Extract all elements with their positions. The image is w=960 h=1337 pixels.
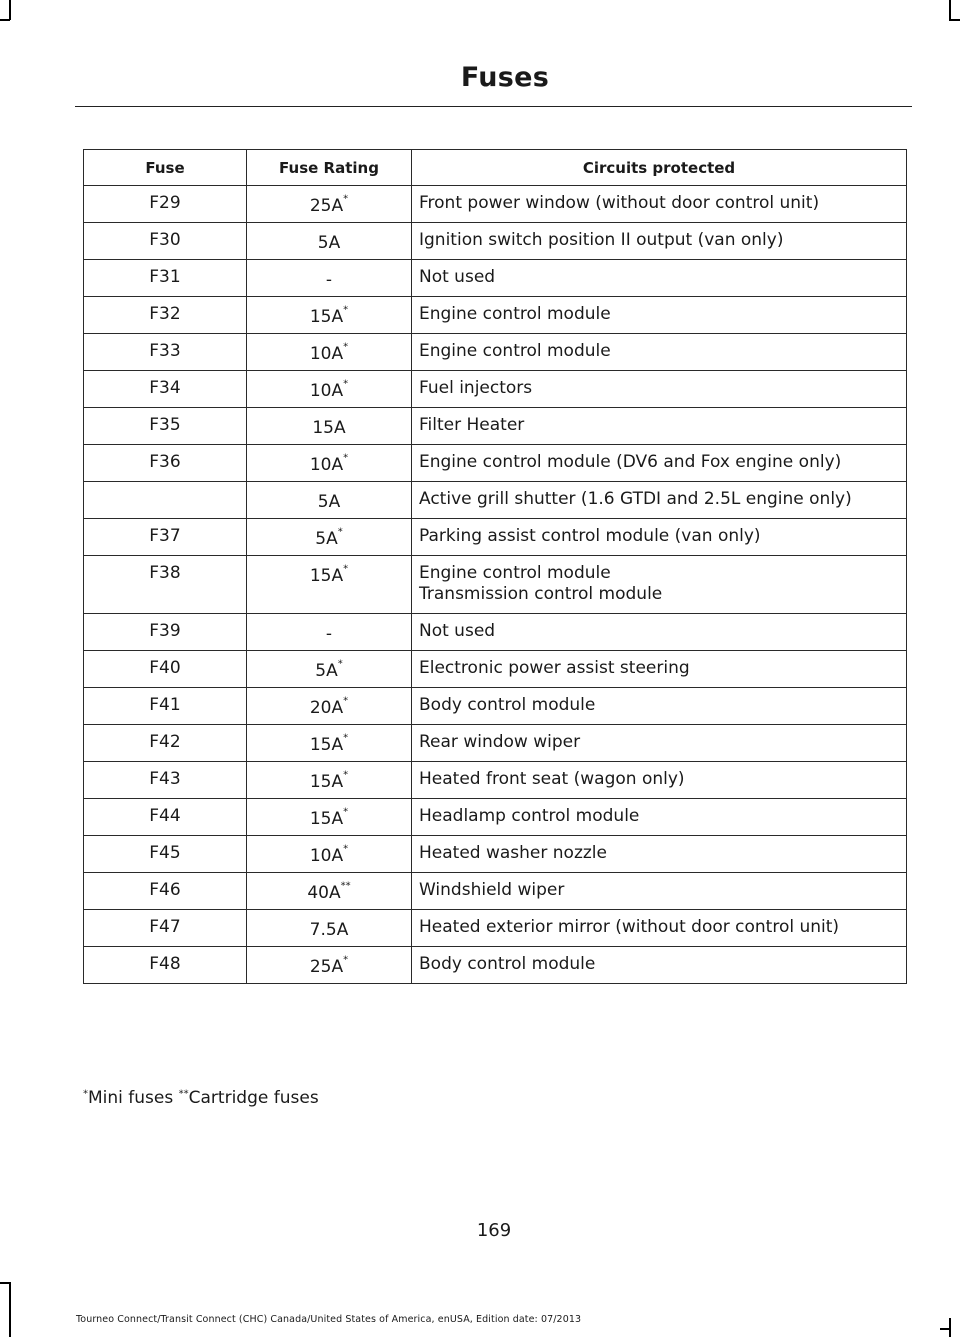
- fuse-rating-value: 15A: [309, 809, 344, 829]
- circuits-protected-cell: [412, 651, 907, 688]
- circuit-description: Active grill shutter (1.6 GTDI and 2.5L engine only): [419, 489, 852, 509]
- fuse-type-mark: *: [343, 378, 349, 390]
- circuit-description: Windshield wiper: [419, 880, 565, 900]
- fuse-rating-cell: [247, 297, 412, 334]
- fuse-rating-cell: [247, 408, 412, 445]
- fuse-id-cell: F34: [84, 371, 247, 408]
- fuse-id-cell: F39: [84, 614, 247, 651]
- fuse-rating-cell: [247, 688, 412, 725]
- fuse-rating-value: 5A: [315, 661, 338, 681]
- fuse-rating-value: 5A: [317, 233, 341, 253]
- table-row: [84, 614, 907, 651]
- circuits-protected-cell: [412, 223, 907, 260]
- fuse-rating-cell: [247, 223, 412, 260]
- page-title: Fuses: [460, 62, 550, 93]
- circuits-protected-cell: [412, 836, 907, 873]
- fuse-rating-value: 7.5A: [309, 920, 349, 940]
- circuits-protected-cell: [412, 910, 907, 947]
- fuse-rating-cell: [247, 186, 412, 223]
- circuits-protected-cell: [412, 947, 907, 984]
- circuit-description: Body control module: [419, 954, 596, 974]
- table-row: [84, 408, 907, 445]
- table-row: [84, 725, 907, 762]
- fuse-rating-cell: [247, 725, 412, 762]
- circuits-protected-cell: [412, 334, 907, 371]
- fuse-table-body: [84, 186, 907, 984]
- fuse-type-mark: *: [337, 526, 343, 538]
- fuse-id-cell: F37: [84, 519, 247, 556]
- circuit-description: Heated exterior mirror (without door control unit): [419, 917, 840, 937]
- table-row: [84, 651, 907, 688]
- fuse-type-mark: *: [343, 732, 349, 744]
- table-row: [84, 688, 907, 725]
- crop-mark-bottom-left-vertical: [9, 1282, 11, 1337]
- circuit-description: Engine control module: [419, 304, 611, 324]
- circuits-protected-cell: [412, 408, 907, 445]
- title-divider: [75, 106, 912, 107]
- footnote-text-mini: Mini fuses: [88, 1088, 179, 1108]
- fuse-rating-value: 10A: [309, 344, 344, 364]
- fuse-table: [83, 149, 907, 984]
- circuits-protected-cell: [412, 762, 907, 799]
- fuse-rating-value: 15A: [309, 566, 344, 586]
- column-header-circuits-protected: Circuits protected: [412, 150, 907, 186]
- footnote-mark-cartridge: **: [178, 1088, 189, 1100]
- fuse-rating-value: -: [325, 624, 333, 644]
- circuits-protected-cell: [412, 873, 907, 910]
- fuse-rating-cell: [247, 762, 412, 799]
- table-row: [84, 371, 907, 408]
- fuse-id-cell: F36: [84, 445, 247, 482]
- circuit-description: Transmission control module: [419, 584, 663, 604]
- fuse-id-cell: F33: [84, 334, 247, 371]
- footnote: [83, 1088, 319, 1108]
- fuse-rating-value: 20A: [309, 698, 344, 718]
- circuit-description: Engine control module: [419, 563, 611, 583]
- fuse-type-mark: *: [343, 341, 349, 353]
- circuit-description: Electronic power assist steering: [419, 658, 690, 678]
- fuse-rating-cell: [247, 556, 412, 614]
- fuse-rating-value: 15A: [309, 735, 344, 755]
- fuse-type-mark: *: [343, 452, 349, 464]
- table-row: [84, 223, 907, 260]
- fuse-rating-cell: [247, 651, 412, 688]
- fuse-id-cell: F46: [84, 873, 247, 910]
- fuse-id-cell: F32: [84, 297, 247, 334]
- fuse-rating-value: 25A: [309, 196, 344, 216]
- fuse-rating-cell: [247, 371, 412, 408]
- circuit-description: Filter Heater: [419, 415, 525, 435]
- page-number: 169: [476, 1220, 512, 1241]
- fuse-rating-value: 10A: [309, 455, 344, 475]
- table-row: [84, 482, 907, 519]
- table-row: [84, 910, 907, 947]
- fuse-rating-value: 5A: [315, 529, 338, 549]
- circuit-description: Body control module: [419, 695, 596, 715]
- table-row: [84, 873, 907, 910]
- circuits-protected-cell: [412, 371, 907, 408]
- fuse-rating-cell: [247, 873, 412, 910]
- footnote-mark-mini: *: [83, 1088, 88, 1100]
- circuits-protected-cell: [412, 260, 907, 297]
- fuse-rating-cell: [247, 947, 412, 984]
- circuits-protected-cell: [412, 186, 907, 223]
- fuse-rating-value: 10A: [309, 846, 344, 866]
- circuits-protected-cell: [412, 688, 907, 725]
- fuse-rating-cell: [247, 260, 412, 297]
- circuit-description: Engine control module (DV6 and Fox engine only): [419, 452, 842, 472]
- fuse-id-cell: [84, 482, 247, 519]
- column-header-fuse: Fuse: [84, 150, 247, 186]
- circuit-description: Rear window wiper: [419, 732, 581, 752]
- table-row: [84, 836, 907, 873]
- fuse-rating-cell: [247, 334, 412, 371]
- table-row: [84, 186, 907, 223]
- fuse-id-cell: F30: [84, 223, 247, 260]
- crop-mark-bottom-right-horizontal: [940, 1328, 950, 1330]
- circuit-description: Front power window (without door control unit): [419, 193, 820, 213]
- fuse-type-mark: *: [337, 658, 343, 670]
- circuit-description: Ignition switch position II output (van only): [419, 230, 784, 250]
- fuse-type-mark: *: [343, 563, 349, 575]
- table-row: [84, 297, 907, 334]
- table-header-row: [84, 150, 907, 186]
- crop-mark-top-right-vertical: [949, 0, 951, 20]
- table-row: [84, 762, 907, 799]
- table-row: [84, 260, 907, 297]
- circuits-protected-cell: [412, 482, 907, 519]
- fuse-id-cell: F42: [84, 725, 247, 762]
- fuse-id-cell: F48: [84, 947, 247, 984]
- fuse-type-mark: *: [343, 193, 349, 205]
- fuse-rating-value: 15A: [309, 307, 344, 327]
- circuits-protected-cell: [412, 725, 907, 762]
- edition-line: Tourneo Connect/Transit Connect (CHC) Canada/United States of America, enUSA, Edition date: 07/2013: [76, 1314, 582, 1325]
- fuse-id-cell: F41: [84, 688, 247, 725]
- table-row: [84, 799, 907, 836]
- fuse-id-cell: F31: [84, 260, 247, 297]
- table-row: [84, 556, 907, 614]
- crop-mark-top-right-horizontal: [949, 19, 960, 21]
- table-row: [84, 445, 907, 482]
- column-header-fuse-rating: Fuse Rating: [247, 150, 412, 186]
- fuse-rating-value: 15A: [309, 772, 344, 792]
- crop-mark-top-left-horizontal: [0, 19, 10, 21]
- circuit-description: Not used: [419, 267, 496, 287]
- fuse-rating-value: 10A: [309, 381, 344, 401]
- fuse-id-cell: F29: [84, 186, 247, 223]
- circuits-protected-cell: [412, 297, 907, 334]
- fuse-rating-value: 25A: [309, 957, 344, 977]
- circuits-protected-cell: [412, 614, 907, 651]
- circuit-description: Heated front seat (wagon only): [419, 769, 685, 789]
- fuse-rating-cell: [247, 482, 412, 519]
- fuse-id-cell: F47: [84, 910, 247, 947]
- fuse-id-cell: F44: [84, 799, 247, 836]
- fuse-type-mark: *: [343, 769, 349, 781]
- fuse-id-cell: F45: [84, 836, 247, 873]
- fuse-id-cell: F40: [84, 651, 247, 688]
- table-row: [84, 334, 907, 371]
- fuse-type-mark: *: [343, 954, 349, 966]
- fuse-rating-value: 40A: [307, 883, 341, 903]
- fuse-rating-value: -: [325, 270, 333, 290]
- fuse-rating-cell: [247, 799, 412, 836]
- fuse-rating-cell: [247, 910, 412, 947]
- fuse-rating-cell: [247, 614, 412, 651]
- circuit-description: Headlamp control module: [419, 806, 640, 826]
- table-row: [84, 947, 907, 984]
- circuit-description: Fuel injectors: [419, 378, 533, 398]
- fuse-rating-cell: [247, 445, 412, 482]
- circuits-protected-cell: [412, 556, 907, 614]
- circuit-description: Engine control module: [419, 341, 611, 361]
- footnote-text-cartridge: Cartridge fuses: [188, 1088, 319, 1108]
- fuse-type-mark: *: [343, 695, 349, 707]
- circuit-description: Heated washer nozzle: [419, 843, 607, 863]
- fuse-rating-cell: [247, 836, 412, 873]
- table-row: [84, 519, 907, 556]
- fuse-rating-value: 15A: [312, 418, 346, 438]
- circuits-protected-cell: [412, 799, 907, 836]
- crop-mark-bottom-left-horizontal: [0, 1282, 10, 1284]
- circuits-protected-cell: [412, 519, 907, 556]
- circuit-description: Not used: [419, 621, 496, 641]
- fuse-id-cell: F35: [84, 408, 247, 445]
- fuse-type-mark: **: [340, 880, 351, 892]
- circuits-protected-cell: [412, 445, 907, 482]
- fuse-id-cell: F43: [84, 762, 247, 799]
- circuit-description: Parking assist control module (van only): [419, 526, 761, 546]
- fuse-rating-value: 5A: [317, 492, 341, 512]
- fuse-type-mark: *: [343, 304, 349, 316]
- fuse-rating-cell: [247, 519, 412, 556]
- fuse-id-cell: F38: [84, 556, 247, 614]
- fuse-type-mark: *: [343, 806, 349, 818]
- fuse-type-mark: *: [343, 843, 349, 855]
- crop-mark-top-left-vertical: [9, 0, 11, 20]
